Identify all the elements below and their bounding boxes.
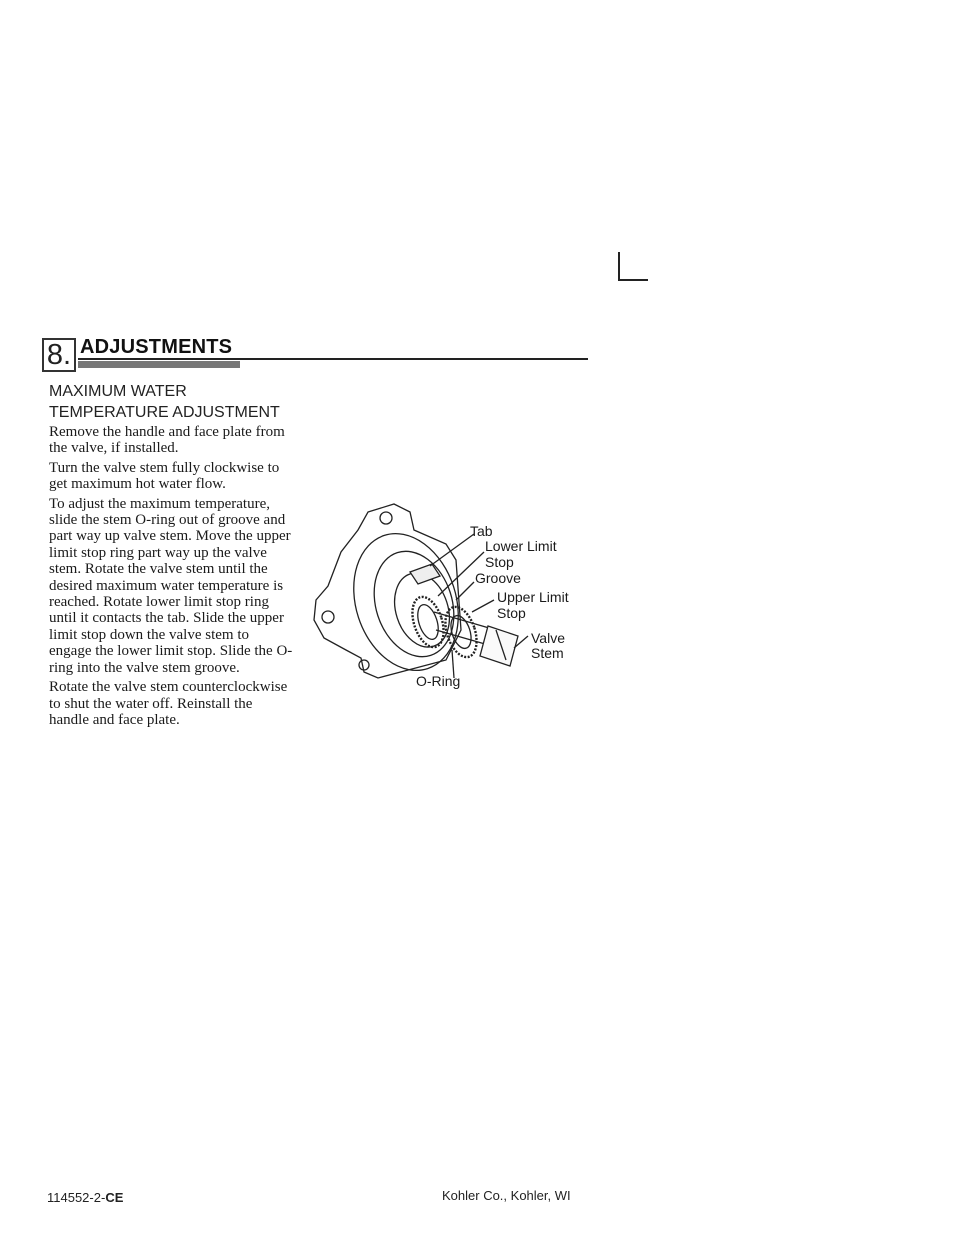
header-rule-accent xyxy=(78,361,240,368)
callout-tab: Tab xyxy=(470,523,493,539)
callout-o-ring: O-Ring xyxy=(416,673,461,689)
header-rule xyxy=(78,358,588,360)
callout-groove: Groove xyxy=(475,570,521,586)
callout-upper-limit-stop: Upper Limit xyxy=(497,589,569,605)
instructions xyxy=(49,424,294,731)
crop-mark xyxy=(618,252,648,281)
document-number-suffix: CE xyxy=(105,1190,124,1205)
callout-lower-limit-stop-line2: Stop xyxy=(485,554,514,570)
section-header xyxy=(42,336,588,372)
subheading-line-1: MAXIMUM WATER xyxy=(49,383,187,400)
section-title: ADJUSTMENTS xyxy=(80,336,233,358)
callout-valve-stem-line2: Stem xyxy=(531,645,564,661)
callout-lower-limit-stop: Lower Limit xyxy=(485,538,557,554)
company-name: Kohler Co., Kohler, WI xyxy=(442,1188,571,1203)
subheading-line-2: TEMPERATURE ADJUSTMENT xyxy=(49,404,280,421)
callout-valve-stem: Valve xyxy=(531,630,565,646)
paragraph: Turn the valve stem fully clockwise to get maximum hot water flow. xyxy=(49,459,280,493)
paragraph: Remove the handle and face plate from the valve, if installed. xyxy=(49,424,285,457)
document-number-base: 114552-2- xyxy=(47,1190,106,1205)
subheading xyxy=(49,381,299,423)
paragraph: To adjust the maximum temperature, slide the stem O-ring out of groove and part way up valve stem. Move the upper limit stop ring part way up the valve stem. Rotate the valve stem until the desired maximum water temperature is reached. Rotate lower limit stop ring until it contacts the tab. Slide the upper limit stop down the valve stem to engage the lower limit stop. Slide the O-ring into the valve stem groove. xyxy=(49,495,293,676)
valve-diagram xyxy=(306,500,596,700)
document-number xyxy=(47,1190,123,1205)
callout-upper-limit-stop-line2: Stop xyxy=(497,605,526,621)
section-number: 8. xyxy=(42,338,76,372)
paragraph: Rotate the valve stem counterclockwise to shut the water off. Reinstall the handle and face plate. xyxy=(49,679,288,728)
